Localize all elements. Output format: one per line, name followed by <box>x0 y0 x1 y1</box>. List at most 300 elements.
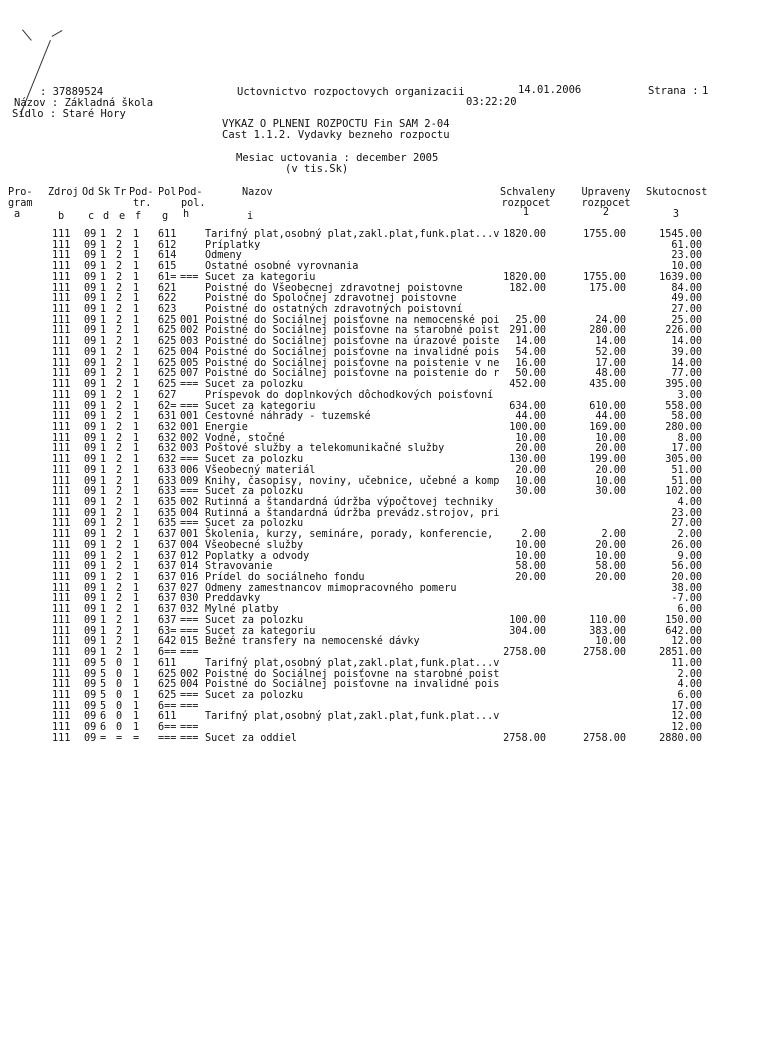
polozka-cell: 622 <box>158 293 177 305</box>
table-row <box>0 273 764 284</box>
polozka-cell: 635 <box>158 497 177 508</box>
oddiel-cell: 09 <box>84 679 97 691</box>
nazov-cell: Poistné do Sociálnej poisťovne na invalidné pois <box>205 679 500 691</box>
table-row <box>0 455 764 466</box>
trieda-cell: 2 <box>116 239 123 251</box>
polozka-cell: 6== <box>158 647 177 659</box>
nazov-cell: Energie <box>205 421 248 433</box>
col-schvaleny-2: rozpocet <box>501 198 551 209</box>
skutocnost-cell: 6.00 <box>677 604 702 616</box>
skutocnost-cell: 12.00 <box>671 722 702 734</box>
podpolozka-cell: 001 <box>180 421 199 433</box>
upraveny-cell: 10.00 <box>595 475 626 487</box>
podpolozka-cell: 009 <box>180 475 199 487</box>
trieda-cell: 2 <box>116 421 123 433</box>
trieda-cell: 2 <box>116 250 123 262</box>
oddiel-cell: 09 <box>84 561 97 573</box>
table-row <box>0 616 764 627</box>
upraveny-cell: 435.00 <box>589 379 626 391</box>
polozka-cell: 625 <box>158 325 177 337</box>
zdroj-cell: 111 <box>52 657 71 669</box>
podpolozka-cell: === <box>180 700 199 712</box>
polozka-cell: 625 <box>158 679 177 691</box>
table-row <box>0 466 764 477</box>
trieda-cell: 2 <box>116 572 123 584</box>
skutocnost-cell: 2.00 <box>677 529 702 541</box>
polozka-cell: === <box>158 732 177 744</box>
trieda-cell: 2 <box>116 304 123 316</box>
schvaleny-cell: 2758.00 <box>503 732 546 744</box>
podtrieda-cell: 1 <box>133 411 140 423</box>
skupina-cell: 1 <box>100 614 107 626</box>
polozka-cell: 632 <box>158 454 177 466</box>
nazov-cell: Príplatky <box>205 239 261 251</box>
nazov-cell: Poistné do Sociálnej poisťovne na starobné poist <box>205 668 500 680</box>
nazov-cell: Poistné do Všeobecnej zdravotnej poistovne <box>205 282 463 294</box>
podtrieda-cell: 1 <box>133 700 140 712</box>
zdroj-cell: 111 <box>52 561 71 573</box>
podpolozka-cell: 002 <box>180 668 199 680</box>
skupina-cell: 1 <box>100 293 107 305</box>
skutocnost-cell: 38.00 <box>671 582 702 594</box>
polozka-cell: 615 <box>158 261 177 273</box>
trieda-cell: 0 <box>116 722 123 734</box>
skutocnost-cell: 58.00 <box>671 411 702 423</box>
podtrieda-cell: 1 <box>133 282 140 294</box>
table-row <box>0 402 764 413</box>
skupina-cell: 1 <box>100 336 107 348</box>
skupina-cell: 1 <box>100 325 107 337</box>
trieda-cell: 2 <box>116 271 123 283</box>
upraveny-cell: 20.00 <box>595 464 626 476</box>
schvaleny-cell: 2.00 <box>521 529 546 541</box>
podtrieda-cell: 1 <box>133 400 140 412</box>
podpolozka-cell: 005 <box>180 357 199 369</box>
page-number: 1 <box>702 85 709 97</box>
table-row <box>0 444 764 455</box>
podpolozka-cell: 003 <box>180 336 199 348</box>
oddiel-cell: 09 <box>84 336 97 348</box>
schvaleny-cell: 10.00 <box>515 550 546 562</box>
unit-label: (v tis.Sk) <box>285 163 349 175</box>
table-row <box>0 541 764 552</box>
oddiel-cell: 09 <box>84 722 97 734</box>
upraveny-cell: 10.00 <box>595 550 626 562</box>
skutocnost-cell: 280.00 <box>665 421 702 433</box>
nazov-cell: Odmeny <box>205 250 242 262</box>
podpolozka-cell: === <box>180 518 199 530</box>
accounting-month: Mesiac uctovania : december 2005 <box>236 152 439 164</box>
nazov-cell: Sucet za polozku <box>205 379 304 391</box>
podtrieda-cell: 1 <box>133 593 140 605</box>
zdroj-cell: 111 <box>52 722 71 734</box>
trieda-cell: 2 <box>116 604 123 616</box>
skupina-cell: 6 <box>100 711 107 723</box>
trieda-cell: 2 <box>116 507 123 519</box>
polozka-cell: 614 <box>158 250 177 262</box>
skupina-cell: 1 <box>100 400 107 412</box>
oddiel-cell: 09 <box>84 614 97 626</box>
skutocnost-cell: 3.00 <box>677 389 702 401</box>
trieda-cell: 2 <box>116 282 123 294</box>
trieda-cell: 2 <box>116 400 123 412</box>
report-subtitle: Cast 1.1.2. Vydavky bezneho rozpoctu <box>222 129 450 141</box>
table-row <box>0 637 764 648</box>
skupina-cell: 5 <box>100 689 107 701</box>
polozka-cell: 625 <box>158 314 177 326</box>
podtrieda-cell: 1 <box>133 379 140 391</box>
podtrieda-cell: 1 <box>133 614 140 626</box>
upraveny-cell: 1755.00 <box>583 229 626 240</box>
col-upraveny: Upraveny <box>581 187 631 198</box>
polozka-cell: 637 <box>158 539 177 551</box>
table-row <box>0 230 764 241</box>
podpolozka-cell: === <box>180 400 199 412</box>
zdroj-cell: 111 <box>52 550 71 562</box>
skutocnost-cell: 8.00 <box>677 432 702 444</box>
table-row <box>0 734 764 745</box>
upraveny-cell: 10.00 <box>595 636 626 648</box>
zdroj-cell: 111 <box>52 411 71 423</box>
oddiel-cell: 09 <box>84 582 97 594</box>
podpolozka-cell: 004 <box>180 507 199 519</box>
skutocnost-cell: 102.00 <box>665 486 702 498</box>
nazov-cell: Sucet za oddiel <box>205 732 298 744</box>
nazov-cell: Rutinná a štandardná údržba prevádz.strojov, pri <box>205 507 500 519</box>
podtrieda-cell: 1 <box>133 325 140 337</box>
oddiel-cell: 09 <box>84 539 97 551</box>
zdroj-cell: 111 <box>52 593 71 605</box>
zdroj-cell: 111 <box>52 529 71 541</box>
podpolozka-cell: 015 <box>180 636 199 648</box>
oddiel-cell: 09 <box>84 271 97 283</box>
report-date: 14.01.2006 <box>518 84 582 96</box>
podtrieda-cell: 1 <box>133 368 140 380</box>
trieda-cell: 2 <box>116 389 123 401</box>
trieda-cell: 2 <box>116 539 123 551</box>
oddiel-cell: 09 <box>84 346 97 358</box>
skutocnost-cell: 4.00 <box>677 497 702 508</box>
polozka-cell: 637 <box>158 572 177 584</box>
table-row <box>0 251 764 262</box>
oddiel-cell: 09 <box>84 657 97 669</box>
upraveny-cell: 1755.00 <box>583 271 626 283</box>
skupina-cell: 1 <box>100 529 107 541</box>
polozka-cell: 625 <box>158 689 177 701</box>
zdroj-cell: 111 <box>52 239 71 251</box>
oddiel-cell: 09 <box>84 647 97 659</box>
zdroj-cell: 111 <box>52 614 71 626</box>
schvaleny-cell: 44.00 <box>515 411 546 423</box>
nazov-cell: Všeobecné služby <box>205 539 304 551</box>
oddiel-cell: 09 <box>84 668 97 680</box>
polozka-cell: 6== <box>158 700 177 712</box>
nazov-cell: Bežné transfery na nemocenské dávky <box>205 636 420 648</box>
trieda-cell: 2 <box>116 293 123 305</box>
podtrieda-cell: 1 <box>133 679 140 691</box>
zdroj-cell: 111 <box>52 229 71 240</box>
table-row <box>0 712 764 723</box>
podpolozka-cell: 002 <box>180 432 199 444</box>
polozka-cell: 627 <box>158 389 177 401</box>
trieda-cell: 2 <box>116 582 123 594</box>
trieda-cell: 2 <box>116 368 123 380</box>
skupina-cell: 5 <box>100 700 107 712</box>
podtrieda-cell: 1 <box>133 432 140 444</box>
trieda-cell: 2 <box>116 625 123 637</box>
skutocnost-cell: 14.00 <box>671 336 702 348</box>
oddiel-cell: 09 <box>84 379 97 391</box>
podpolozka-cell: 004 <box>180 346 199 358</box>
upraveny-cell: 24.00 <box>595 314 626 326</box>
schvaleny-cell: 16.00 <box>515 357 546 369</box>
nazov-cell: Tarifný plat,osobný plat,zakl.plat,funk.plat...v <box>205 657 500 669</box>
org-type: Uctovnictvo rozpoctovych organizacii <box>237 86 465 98</box>
schvaleny-cell: 182.00 <box>509 282 546 294</box>
podtrieda-cell: 1 <box>133 657 140 669</box>
skutocnost-cell: 2.00 <box>677 668 702 680</box>
col-sk: Sk <box>98 187 111 198</box>
col-upraveny-2: rozpocet <box>581 198 631 209</box>
skutocnost-cell: 77.00 <box>671 368 702 380</box>
skupina-cell: 1 <box>100 379 107 391</box>
zdroj-cell: 111 <box>52 314 71 326</box>
schvaleny-cell: 130.00 <box>509 454 546 466</box>
polozka-cell: 63= <box>158 625 177 637</box>
skutocnost-cell: 9.00 <box>677 550 702 562</box>
podtrieda-cell: 1 <box>133 239 140 251</box>
podtrieda-cell: 1 <box>133 647 140 659</box>
trieda-cell: 2 <box>116 432 123 444</box>
upraveny-cell: 2.00 <box>601 529 626 541</box>
trieda-cell: 2 <box>116 357 123 369</box>
skupina-cell: 1 <box>100 239 107 251</box>
skupina-cell: 1 <box>100 368 107 380</box>
zdroj-cell: 111 <box>52 507 71 519</box>
nazov-cell: Cestovné náhrady - tuzemské <box>205 411 371 423</box>
upraveny-cell: 175.00 <box>589 282 626 294</box>
podpolozka-cell: 004 <box>180 539 199 551</box>
skutocnost-cell: 150.00 <box>665 614 702 626</box>
nazov-cell: Poistné do Sociálnej poisťovne na starobné poist <box>205 325 500 337</box>
report-title: VYKAZ O PLNENI ROZPOCTU Fin SAM 2-04 <box>222 118 450 130</box>
schvaleny-cell: 20.00 <box>515 464 546 476</box>
upraveny-cell: 58.00 <box>595 561 626 573</box>
skutocnost-cell: 27.00 <box>671 304 702 316</box>
nazov-cell: Poistné do ostatných zdravotných poistovní <box>205 304 463 316</box>
trieda-cell: 2 <box>116 593 123 605</box>
table-row <box>0 659 764 670</box>
trieda-cell: 0 <box>116 657 123 669</box>
polozka-cell: 623 <box>158 304 177 316</box>
nazov-cell: Sucet za polozku <box>205 614 304 626</box>
skupina-cell: 1 <box>100 454 107 466</box>
polozka-cell: 625 <box>158 336 177 348</box>
oddiel-cell: 09 <box>84 464 97 476</box>
col-program-letter: a <box>14 209 21 220</box>
polozka-cell: 632 <box>158 432 177 444</box>
schvaleny-cell: 20.00 <box>515 572 546 584</box>
upraveny-cell: 17.00 <box>595 357 626 369</box>
podpolozka-cell: === <box>180 379 199 391</box>
skupina-cell: 1 <box>100 357 107 369</box>
podtrieda-cell: 1 <box>133 336 140 348</box>
zdroj-cell: 111 <box>52 282 71 294</box>
podtrieda-cell: 1 <box>133 421 140 433</box>
skutocnost-cell: 1639.00 <box>659 271 702 283</box>
col-skutocnost-number: 3 <box>672 209 680 220</box>
polozka-cell: 611 <box>158 229 177 240</box>
skutocnost-cell: 642.00 <box>665 625 702 637</box>
zdroj-cell: 111 <box>52 668 71 680</box>
polozka-cell: 632 <box>158 443 177 455</box>
podpolozka-cell: 002 <box>180 497 199 508</box>
oddiel-cell: 09 <box>84 314 97 326</box>
podtrieda-cell: 1 <box>133 582 140 594</box>
podpolozka-cell: 027 <box>180 582 199 594</box>
zdroj-cell: 111 <box>52 325 71 337</box>
trieda-cell: 0 <box>116 668 123 680</box>
col-zdroj-letter: b <box>58 211 65 222</box>
upraveny-cell: 2758.00 <box>583 732 626 744</box>
trieda-cell: 0 <box>116 700 123 712</box>
podtrieda-cell: = <box>133 732 140 744</box>
skupina-cell: 1 <box>100 314 107 326</box>
upraveny-cell: 44.00 <box>595 411 626 423</box>
oddiel-cell: 09 <box>84 529 97 541</box>
page-label: Strana : <box>648 85 699 97</box>
podpolozka-cell: 006 <box>180 464 199 476</box>
nazov-cell: Sucet za kategoriu <box>205 271 316 283</box>
zdroj-cell: 111 <box>52 304 71 316</box>
schvaleny-cell: 25.00 <box>515 314 546 326</box>
skupina-cell: 1 <box>100 582 107 594</box>
zdroj-cell: 111 <box>52 636 71 648</box>
trieda-cell: 2 <box>116 336 123 348</box>
trieda-cell: 2 <box>116 464 123 476</box>
nazov-cell: Príspevok do doplnkových dôchodkových poisťovní <box>205 389 494 401</box>
nazov-cell: Poistné do Sociálnej poisťovne na úrazové poiste <box>205 336 500 348</box>
podtrieda-cell: 1 <box>133 625 140 637</box>
skupina-cell: 1 <box>100 518 107 530</box>
schvaleny-cell: 1820.00 <box>503 271 546 283</box>
trieda-cell: 2 <box>116 261 123 273</box>
upraveny-cell: 110.00 <box>589 614 626 626</box>
podpolozka-cell: 014 <box>180 561 199 573</box>
schvaleny-cell: 452.00 <box>509 379 546 391</box>
oddiel-cell: 09 <box>84 636 97 648</box>
sidlo-line: Sídlo : Staré Hory <box>12 108 126 120</box>
zdroj-cell: 111 <box>52 464 71 476</box>
podtrieda-cell: 1 <box>133 250 140 262</box>
trieda-cell: 2 <box>116 550 123 562</box>
podtrieda-cell: 1 <box>133 346 140 358</box>
podpolozka-cell: 001 <box>180 411 199 423</box>
trieda-cell: 2 <box>116 314 123 326</box>
skupina-cell: 1 <box>100 271 107 283</box>
oddiel-cell: 09 <box>84 239 97 251</box>
zdroj-cell: 111 <box>52 700 71 712</box>
col-program-2: gram <box>8 198 33 209</box>
nazov-cell: Sucet za kategoriu <box>205 625 316 637</box>
oddiel-cell: 09 <box>84 282 97 294</box>
zdroj-cell: 111 <box>52 539 71 551</box>
podpolozka-cell: === <box>180 454 199 466</box>
skupina-cell: 1 <box>100 572 107 584</box>
trieda-cell: 2 <box>116 486 123 498</box>
oddiel-cell: 09 <box>84 293 97 305</box>
trieda-cell: 2 <box>116 443 123 455</box>
schvaleny-cell: 2758.00 <box>503 647 546 659</box>
col-podtr-letter: f <box>135 211 142 222</box>
podtrieda-cell: 1 <box>133 561 140 573</box>
nazov-cell: Poplatky a odvody <box>205 550 310 562</box>
schvaleny-cell: 634.00 <box>509 400 546 412</box>
skupina-cell: 1 <box>100 443 107 455</box>
oddiel-cell: 09 <box>84 229 97 240</box>
oddiel-cell: 09 <box>84 550 97 562</box>
polozka-cell: 637 <box>158 550 177 562</box>
polozka-cell: 6== <box>158 722 177 734</box>
schvaleny-cell: 50.00 <box>515 368 546 380</box>
pen-scribble-mark <box>52 30 63 37</box>
table-row <box>0 584 764 595</box>
trieda-cell: 2 <box>116 614 123 626</box>
podpolozka-cell: === <box>180 722 199 734</box>
oddiel-cell: 09 <box>84 411 97 423</box>
skutocnost-cell: 558.00 <box>665 400 702 412</box>
zdroj-cell: 111 <box>52 443 71 455</box>
nazov-cell: Poistné do Sociálnej poisťovne na poistenie v ne <box>205 357 500 369</box>
podtrieda-cell: 1 <box>133 636 140 648</box>
schvaleny-cell: 58.00 <box>515 561 546 573</box>
schvaleny-cell: 10.00 <box>515 475 546 487</box>
oddiel-cell: 09 <box>84 486 97 498</box>
col-podtr-2: tr. <box>133 198 152 209</box>
table-row <box>0 241 764 252</box>
skupina-cell: 5 <box>100 657 107 669</box>
podpolozka-cell: === <box>180 647 199 659</box>
nazov-cell: Poistné do Spoločnej zdravotnej poistovne <box>205 293 457 305</box>
nazov-cell: Sucet za kategoriu <box>205 400 316 412</box>
nazov-cell: Preddavky <box>205 593 261 605</box>
podtrieda-cell: 1 <box>133 454 140 466</box>
nazov-cell: Sucet za polozku <box>205 454 304 466</box>
podtrieda-cell: 1 <box>133 443 140 455</box>
nazov-cell: Poštové služby a telekomunikačné služby <box>205 443 445 455</box>
skupina-cell: 6 <box>100 722 107 734</box>
podpolozka-cell: === <box>180 732 199 744</box>
skutocnost-cell: 23.00 <box>671 250 702 262</box>
skupina-cell: 1 <box>100 486 107 498</box>
skutocnost-cell: 6.00 <box>677 689 702 701</box>
trieda-cell: 2 <box>116 411 123 423</box>
upraveny-cell: 169.00 <box>589 421 626 433</box>
skupina-cell: 1 <box>100 561 107 573</box>
nazov-line: Názov : Základná škola <box>14 97 154 109</box>
upraveny-cell: 52.00 <box>595 346 626 358</box>
nazov-cell: Sucet za polozku <box>205 486 304 498</box>
polozka-cell: 621 <box>158 282 177 294</box>
skupina-cell: 1 <box>100 282 107 294</box>
col-pol: Pol <box>158 187 177 198</box>
col-program: Pro- <box>8 187 33 198</box>
zdroj-cell: 111 <box>52 711 71 723</box>
oddiel-cell: 09 <box>84 711 97 723</box>
zdroj-cell: 111 <box>52 454 71 466</box>
zdroj-cell: 111 <box>52 572 71 584</box>
skupina-cell: 5 <box>100 679 107 691</box>
